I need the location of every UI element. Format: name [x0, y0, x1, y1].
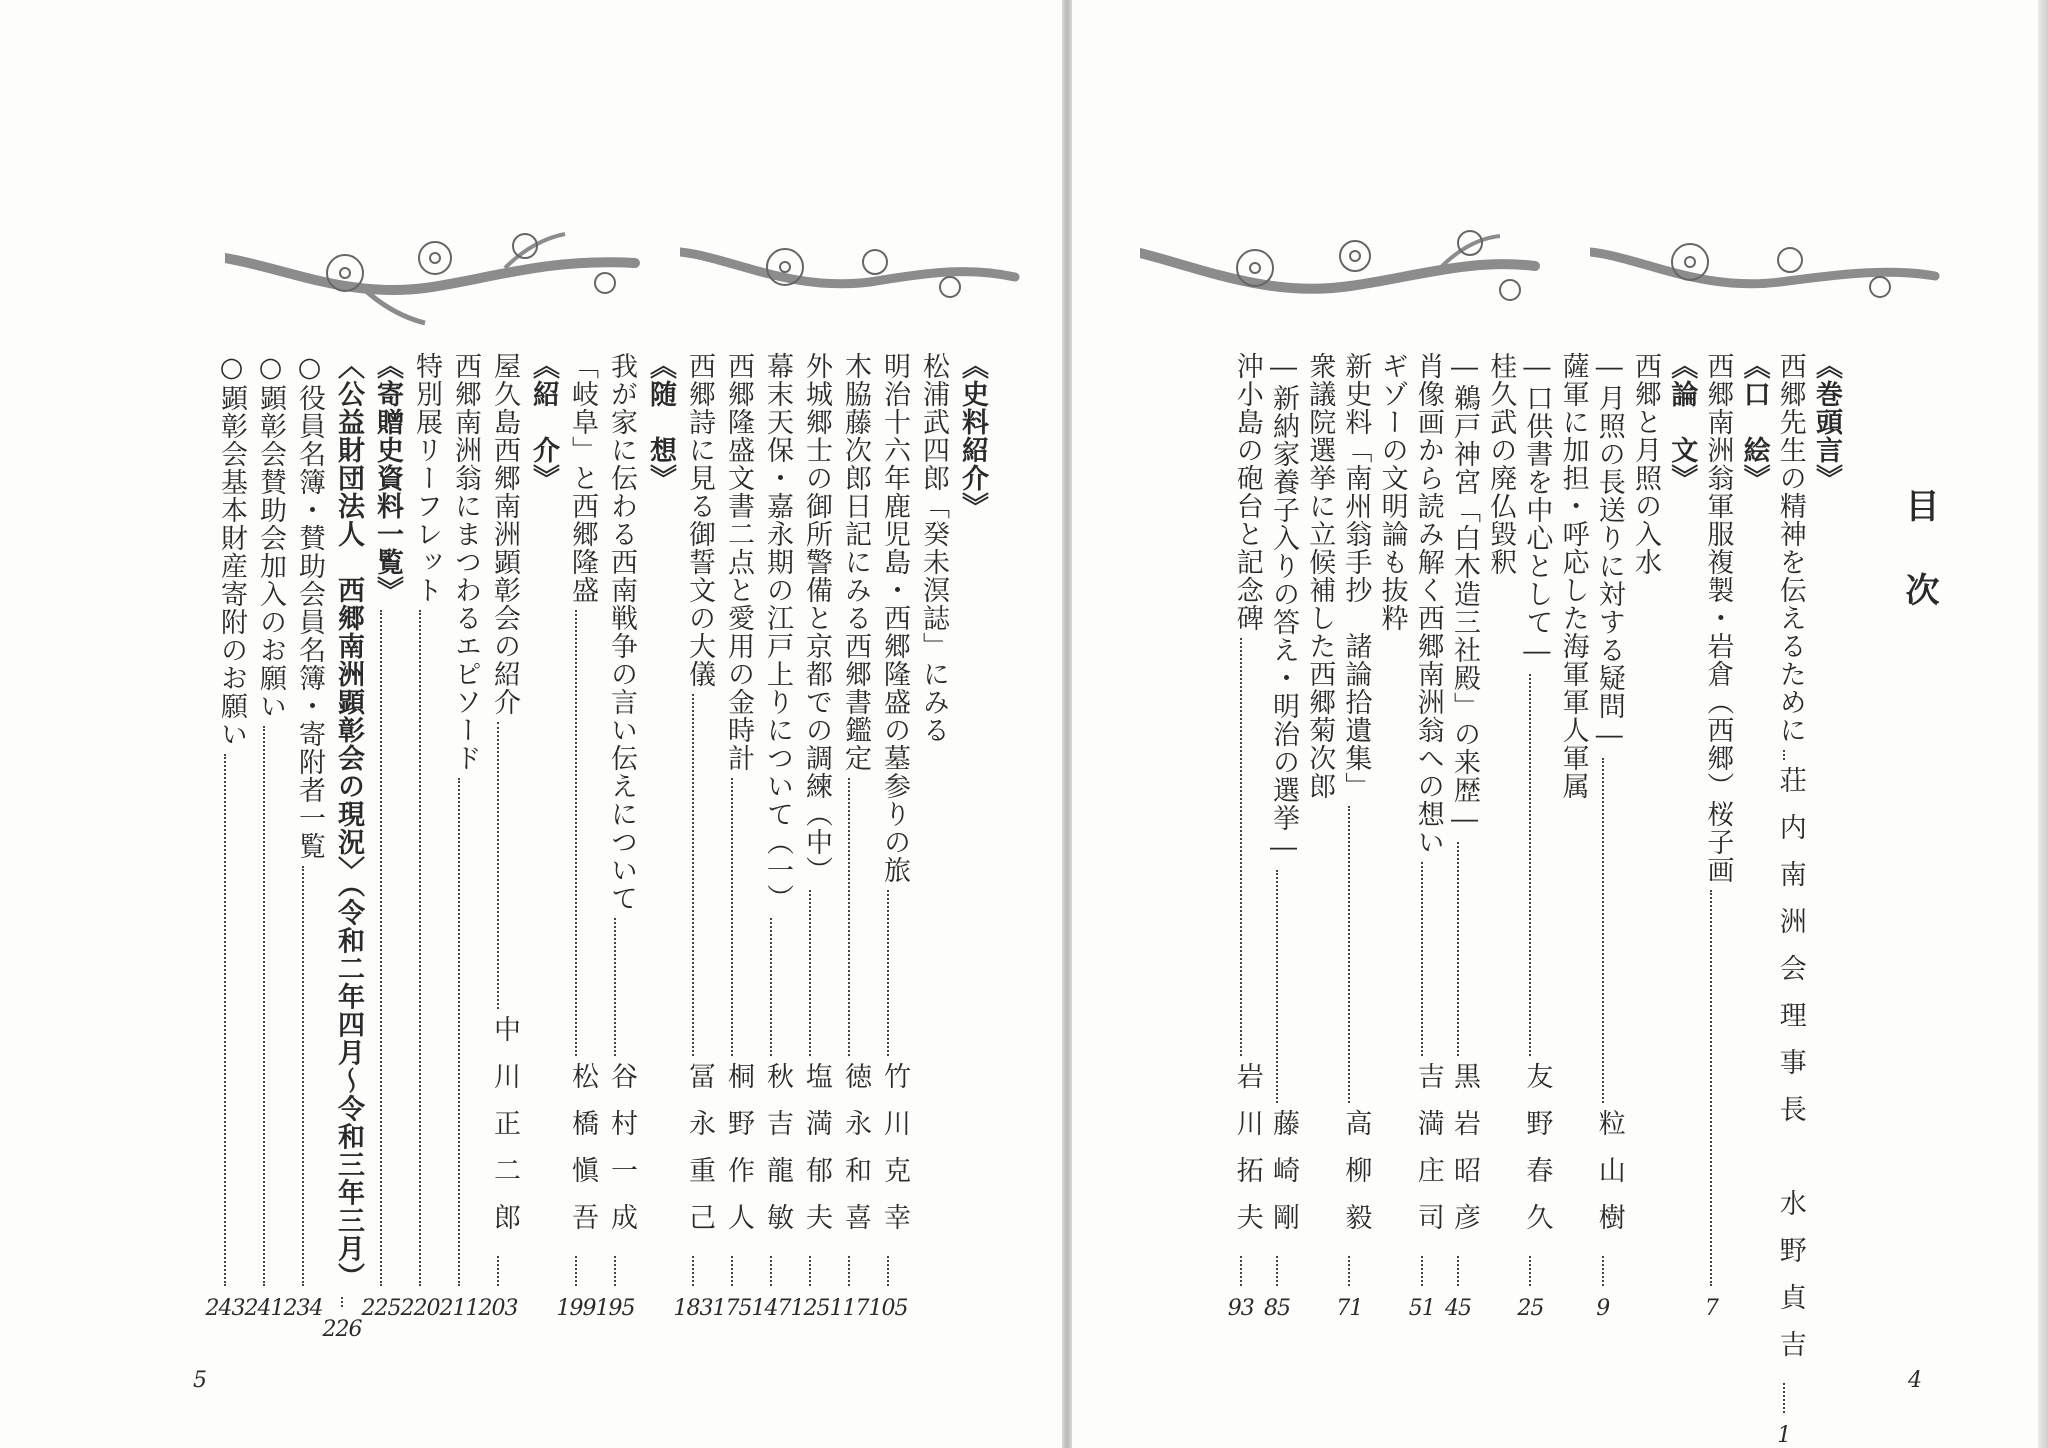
- toc-entry-author: 荘内南洲会理事長 水野貞吉: [1774, 766, 1806, 1377]
- toc-entry-title: 幕末天保・嘉永期の江戸上りについて（一）: [762, 352, 793, 912]
- toc-entry-page: 105: [868, 1296, 908, 1321]
- toc-section-heading: [1800, 352, 1840, 1320]
- toc-entry-title: ○役員名簿・賛助会員名簿・寄附者一覧: [294, 352, 325, 860]
- dot-leader: [497, 1256, 499, 1286]
- toc-section-heading: [322, 352, 364, 1342]
- dot-leader: [1276, 1256, 1278, 1286]
- dot-leader: [1457, 1256, 1459, 1286]
- toc-entry-title: 《論 文》: [1666, 352, 1698, 492]
- toc-entry-title: 《寄贈史資料一覧》: [372, 352, 403, 604]
- toc-entry-title: 新史料「南州翁手抄 諸論拾遺集」: [1340, 352, 1372, 800]
- dot-leader: [224, 754, 226, 1286]
- toc-entry: [283, 352, 323, 1320]
- toc-entry-title: 《口 絵》: [1738, 352, 1770, 492]
- dot-leader: [887, 1256, 889, 1286]
- dot-leader: [770, 1256, 772, 1286]
- toc-entry-page: 241: [244, 1296, 284, 1321]
- toc-entry-title: 西郷と月照の入水: [1630, 352, 1661, 576]
- dot-leader: [809, 890, 811, 1056]
- dot-leader: [1240, 638, 1242, 1056]
- toc-entry-title: 桂久武の廃仏毀釈: [1485, 352, 1517, 576]
- toc-entry-title: 木脇藤次郎日記にみる西郷書鑑定: [840, 352, 871, 772]
- toc-entry-page: 225: [361, 1296, 401, 1321]
- toc-entry-page: 71: [1336, 1296, 1363, 1321]
- toc-entry-title: 「岐阜」と西郷隆盛: [567, 352, 598, 604]
- toc-entry-title: 《紹 介》: [528, 352, 559, 492]
- book-gutter: [1062, 0, 1072, 1448]
- toc-entry: [595, 352, 635, 1320]
- toc-entry-title: 西郷隆盛文書二点と愛用の金時計: [723, 352, 754, 772]
- toc-entry-title: 衆議院選挙に立候補した西郷菊次郎: [1304, 352, 1336, 800]
- dot-leader: [419, 610, 421, 1286]
- dot-leader: [1783, 750, 1785, 760]
- toc-entry-author: 桐野作人: [723, 1062, 754, 1250]
- toc-section-heading: [1655, 352, 1698, 1320]
- dot-leader: [1276, 870, 1278, 1103]
- dot-leader: [263, 726, 265, 1286]
- toc-entry: [1257, 352, 1297, 1320]
- toc-entry-title: 我が家に伝わる西南戦争の言い伝えについて: [606, 352, 637, 912]
- toc-entry-title: 西郷詩に見る御誓文の大儀: [684, 352, 715, 688]
- toc-entry: [829, 352, 869, 1320]
- toc-entry-title: 特別展リーフレット: [411, 352, 442, 604]
- toc-entry-author: 粒山樹: [1593, 1109, 1625, 1250]
- toc-entry: [751, 352, 791, 1320]
- dot-leader: [731, 778, 733, 1056]
- toc-entry: [1474, 352, 1517, 1320]
- dot-leader: [809, 1256, 811, 1286]
- toc-entry-title: 外城郷士の御所警備と京都での調練（中）: [801, 352, 832, 884]
- dot-leader: [1348, 806, 1350, 1103]
- toc-entry: [790, 352, 830, 1320]
- toc-section-heading: [1728, 352, 1768, 1320]
- toc-entry-page: 1: [1777, 1423, 1791, 1448]
- toc-entry: [1293, 352, 1336, 1320]
- page-edge: [2038, 0, 2048, 1448]
- toc-entry-author: 藤崎剛: [1268, 1109, 1299, 1250]
- toc-entry-page: 93: [1227, 1296, 1254, 1321]
- toc-entry-author: 高柳毅: [1340, 1109, 1372, 1250]
- dot-leader: [1710, 890, 1712, 1286]
- toc-entry-author: 岩川拓夫: [1231, 1062, 1263, 1250]
- page-number-right: 4: [1908, 1368, 1922, 1393]
- toc-entry-author: 友野春久: [1521, 1062, 1553, 1250]
- toc-entry: [1221, 352, 1261, 1320]
- toc-entry-title: 薩軍に加担・呼応した海軍軍人軍属: [1557, 352, 1589, 800]
- toc-entry-author: 徳永和喜: [840, 1062, 871, 1250]
- toc-entry-title: 屋久島西郷南洲顕彰会の紹介: [489, 352, 520, 716]
- toc-entry-title: 沖小島の砲台と記念碑: [1231, 352, 1263, 632]
- dot-leader: [614, 918, 616, 1056]
- toc-entry-title: 《巻頭言》: [1811, 352, 1842, 492]
- dot-leader: [575, 610, 577, 1056]
- dot-leader: [1602, 1256, 1604, 1286]
- toc-entry: [1691, 352, 1734, 1321]
- toc-section-heading: [634, 352, 674, 1320]
- toc-entry-page: 211: [439, 1296, 479, 1321]
- toc-section-heading: [361, 352, 401, 1320]
- toc-entry-page: 51: [1408, 1296, 1435, 1321]
- toc-entry: [244, 352, 284, 1320]
- plum-branch-ornament-left-1: [225, 228, 645, 328]
- toc-entry-author: 吉満庄司: [1412, 1062, 1444, 1250]
- toc-entry-page: 199: [556, 1296, 596, 1321]
- toc-section-heading: [517, 352, 557, 1320]
- toc-entry-page: 243: [205, 1296, 245, 1321]
- toc-entry: [673, 352, 713, 1320]
- toc-entry-title: 明治十六年鹿児島・西郷隆盛の墓参りの旅: [879, 352, 910, 884]
- toc-entry-title: 〈公益財団法人 西郷南洲顕彰会の現況〉（令和二年四月〜令和三年三月）: [333, 352, 364, 1291]
- toc-entry-author: 松橋愼吾: [567, 1062, 598, 1250]
- toc-entry: [712, 352, 752, 1320]
- toc-entry-title: ○顕彰会賛助会加入のお願い: [255, 352, 286, 720]
- toc-entry-page: 45: [1445, 1296, 1471, 1321]
- dot-leader: [848, 1256, 850, 1286]
- toc-entry-author: 谷村一成: [606, 1062, 637, 1250]
- toc-entry-title: 西郷先生の精神を伝えるために: [1774, 352, 1806, 744]
- dot-leader: [1602, 758, 1604, 1103]
- toc-entry-title: 《随 想》: [645, 352, 676, 492]
- dot-leader: [1240, 1256, 1242, 1286]
- toc-entry: [1619, 352, 1659, 1320]
- dot-leader: [731, 1256, 733, 1286]
- toc-entry: [478, 352, 518, 1320]
- toc-entry: [439, 352, 479, 1320]
- toc-entry-author: 塩満郁夫: [801, 1062, 832, 1250]
- dot-leader: [770, 918, 772, 1056]
- dot-leader: [692, 1256, 694, 1286]
- dot-leader: [848, 778, 850, 1056]
- plum-branch-ornament-right-2: [1590, 232, 1940, 322]
- toc-entry-title: 西郷南洲翁軍服複製・岩倉（西郷）桜子画: [1702, 352, 1734, 884]
- dot-leader: [497, 722, 499, 1009]
- dot-leader: [1529, 674, 1531, 1056]
- toc-entry-page: 175: [712, 1296, 752, 1321]
- toc-entry-page: 147: [751, 1296, 791, 1321]
- toc-entry: [1764, 352, 1806, 1448]
- toc-entry: [1510, 352, 1553, 1321]
- toc-entry: [907, 352, 947, 1320]
- toc-entry-page: 226: [322, 1316, 362, 1342]
- toc-entry: [1329, 352, 1372, 1321]
- toc-entry-page: 9: [1596, 1296, 1610, 1321]
- toc-entry-page: 183: [673, 1296, 713, 1321]
- toc-section-heading: [946, 352, 986, 1320]
- toc-entry-title: ○顕彰会基本財産寄附のお願い: [216, 352, 247, 748]
- toc-entry: [556, 352, 596, 1320]
- toc-entry-title: ギゾーの文明論も抜粋: [1376, 352, 1408, 632]
- toc-entry: [1438, 352, 1478, 1320]
- dot-leader: [302, 866, 304, 1286]
- toc-entry-author: 秋吉龍敏: [762, 1062, 793, 1250]
- toc-entry-title: 肖像画から読み解く西郷南洲翁への想い: [1412, 352, 1444, 856]
- toc-entry-author: 黒岩昭彦: [1449, 1062, 1480, 1250]
- dot-leader: [692, 694, 694, 1056]
- dot-leader: [1348, 1256, 1350, 1286]
- toc-entry-author: 竹川克幸: [879, 1062, 910, 1250]
- dot-leader: [1529, 1256, 1531, 1286]
- toc-entry-page: 125: [790, 1296, 830, 1321]
- toc-entry-page: 117: [829, 1296, 869, 1321]
- dot-leader: [380, 610, 382, 1286]
- toc-entry: [1366, 352, 1406, 1320]
- plum-branch-ornament-left-2: [680, 232, 1020, 322]
- toc-heading: 目次: [1899, 488, 1939, 656]
- toc-entry-title: ―月照の長送りに対する疑問―: [1593, 352, 1625, 752]
- toc-entry-page: 25: [1517, 1296, 1544, 1321]
- toc-entry: [1547, 352, 1587, 1320]
- dot-leader: [1457, 842, 1459, 1056]
- dot-leader: [1783, 1383, 1785, 1413]
- toc-entry-page: 220: [400, 1296, 440, 1321]
- toc-entry-title: ―鵜戸神宮「白木造三社殿」の来歴―: [1449, 352, 1480, 836]
- toc-entry-title: ―新納家養子入りの答え・明治の選挙―: [1268, 352, 1299, 864]
- dot-leader: [614, 1256, 616, 1286]
- toc-entry: [868, 352, 908, 1320]
- dot-leader: [1421, 1256, 1423, 1286]
- toc-entry: [205, 352, 245, 1320]
- dot-leader: [341, 1297, 343, 1307]
- toc-entry-page: 85: [1264, 1296, 1290, 1321]
- dot-leader: [1421, 862, 1423, 1056]
- toc-entry-author: 中川正二郎: [489, 1015, 520, 1250]
- toc-entry-page: 7: [1704, 1296, 1718, 1321]
- dot-leader: [887, 890, 889, 1056]
- toc-entry-page: 234: [283, 1296, 323, 1321]
- page-number-left: 5: [193, 1368, 207, 1393]
- plum-branch-ornament-right-1: [1140, 228, 1540, 328]
- dot-leader: [575, 1256, 577, 1286]
- toc-entry-title: 西郷南洲翁にまつわるエピソード: [450, 352, 481, 772]
- toc-entry-title: 松浦武四郎「癸未溟誌」にみる: [918, 352, 949, 744]
- toc-entry-page: 203: [478, 1296, 518, 1321]
- toc-entry-page: 195: [595, 1296, 635, 1321]
- toc-entry-title: 《史料紹介》: [957, 352, 988, 520]
- toc-entry-author: 冨永重己: [684, 1062, 715, 1250]
- toc-entry: [400, 352, 440, 1320]
- toc-entry-title: ―口供書を中心として―: [1521, 352, 1553, 668]
- dot-leader: [458, 778, 460, 1286]
